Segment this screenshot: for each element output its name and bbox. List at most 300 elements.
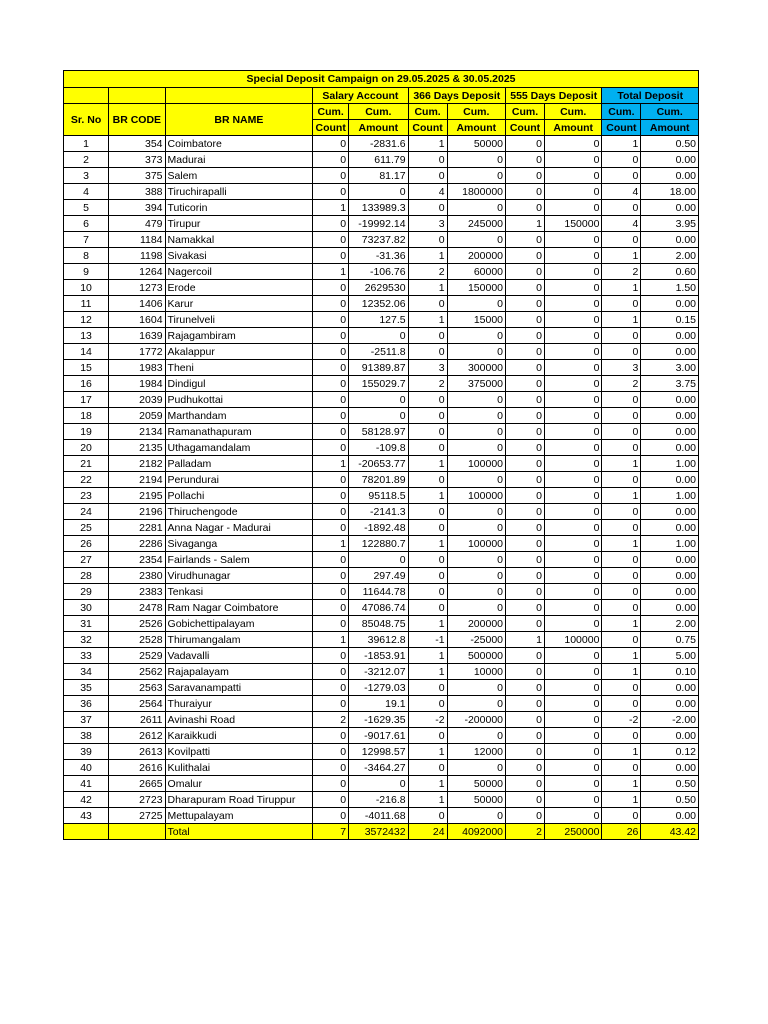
sr-no-cell: 7 (64, 232, 109, 248)
sr-no-cell: 15 (64, 360, 109, 376)
d555-amount-cell: 0 (544, 584, 601, 600)
total-amount-cell: 18.00 (641, 184, 699, 200)
br-code-cell: 1406 (109, 296, 165, 312)
br-name-cell: Karur (165, 296, 313, 312)
table-row (64, 392, 699, 408)
total-count-cell: 0 (602, 168, 641, 184)
salary-count-cell: 0 (313, 568, 349, 584)
d555-count-cell: 0 (506, 584, 545, 600)
d555-cum-label: Cum. (506, 104, 545, 120)
total-amount-cell: 0.00 (641, 344, 699, 360)
salary-count-cell: 0 (313, 136, 349, 152)
total-count-cell: 1 (602, 280, 641, 296)
total-amount-cell: 1.50 (641, 280, 699, 296)
d366-amount-cell: 0 (447, 328, 505, 344)
table-row (64, 776, 699, 792)
total-amount-cell: 0.00 (641, 424, 699, 440)
table-row (64, 168, 699, 184)
total-count-cell: 0 (602, 392, 641, 408)
total-amount-cell: 0.00 (641, 552, 699, 568)
salary-amount-cell: 78201.89 (349, 472, 408, 488)
salary-amount-cell: 19.1 (349, 696, 408, 712)
sr-no-cell: 26 (64, 536, 109, 552)
table-row (64, 568, 699, 584)
d555-count-cell: 0 (506, 568, 545, 584)
d366-amount-cell: 0 (447, 568, 505, 584)
br-code-cell: 2616 (109, 760, 165, 776)
d555-amount-cell: 0 (544, 504, 601, 520)
d555-amount-cell: 0 (544, 552, 601, 568)
salary-amount-cell: -3212.07 (349, 664, 408, 680)
d366-amount-cell: 0 (447, 296, 505, 312)
table-row (64, 504, 699, 520)
total-count-cell: 1 (602, 744, 641, 760)
br-name-cell: Pudhukottai (165, 392, 313, 408)
d555-count-cell: 0 (506, 184, 545, 200)
table-row (64, 712, 699, 728)
d555-count-cell: 0 (506, 712, 545, 728)
table-row (64, 680, 699, 696)
br-code-cell: 1198 (109, 248, 165, 264)
total-count-cell: 1 (602, 616, 641, 632)
d366-count-cell: 0 (408, 472, 447, 488)
br-name-cell: Salem (165, 168, 313, 184)
d366-amount-cell: 0 (447, 168, 505, 184)
d366-amount-cell: 300000 (447, 360, 505, 376)
d555-count-cell: 0 (506, 248, 545, 264)
total-amount-cell: 43.42 (641, 824, 699, 840)
sr-no-cell: 11 (64, 296, 109, 312)
br-name-cell: Dindigul (165, 376, 313, 392)
d555-amount-cell: 0 (544, 344, 601, 360)
br-name-cell: Nagercoil (165, 264, 313, 280)
br-code-cell: 2611 (109, 712, 165, 728)
br-name-cell: Rajapalayam (165, 664, 313, 680)
d366-count-cell: 0 (408, 344, 447, 360)
table-row (64, 584, 699, 600)
br-name-cell: Marthandam (165, 408, 313, 424)
salary-amount-cell: -1629.35 (349, 712, 408, 728)
d555-cum-label-2: Cum. (544, 104, 601, 120)
d366-count-cell: 2 (408, 264, 447, 280)
sr-header-cell (64, 88, 109, 104)
total-amount-cell: 0.00 (641, 568, 699, 584)
sr-no-cell: 10 (64, 280, 109, 296)
salary-cum-label: Cum. (313, 104, 349, 120)
total-amount-cell: 0.00 (641, 728, 699, 744)
total-count-cell: 4 (602, 184, 641, 200)
total-count-cell: 0 (602, 344, 641, 360)
salary-count-cell: 0 (313, 760, 349, 776)
d555-amount-cell: 0 (544, 616, 601, 632)
salary-count-cell: 0 (313, 392, 349, 408)
salary-count-cell: 0 (313, 792, 349, 808)
br-name-cell: Namakkal (165, 232, 313, 248)
salary-amount-cell: 47086.74 (349, 600, 408, 616)
sr-no-cell: 31 (64, 616, 109, 632)
d366-count-cell: 0 (408, 440, 447, 456)
total-count-cell: 0 (602, 408, 641, 424)
d366-amount-cell: 200000 (447, 248, 505, 264)
total-amount-cell: 0.00 (641, 168, 699, 184)
br-name-cell: Thuraiyur (165, 696, 313, 712)
total-count-cell: 4 (602, 216, 641, 232)
salary-amount-cell: 12998.57 (349, 744, 408, 760)
total-count-cell: 1 (602, 456, 641, 472)
d366-amount-cell: 100000 (447, 536, 505, 552)
salary-amount-cell: -3464.27 (349, 760, 408, 776)
d555-count-cell: 0 (506, 488, 545, 504)
total-count-cell: 0 (602, 440, 641, 456)
total-amount-cell: 2.00 (641, 248, 699, 264)
br-code-cell: 1772 (109, 344, 165, 360)
br-code-cell: 2281 (109, 520, 165, 536)
d366-amount-cell: 375000 (447, 376, 505, 392)
d555-amount-cell: 0 (544, 200, 601, 216)
br-code-cell: 2564 (109, 696, 165, 712)
salary-count-cell: 0 (313, 312, 349, 328)
total-count-cell: 0 (602, 632, 641, 648)
br-name-cell: Tenkasi (165, 584, 313, 600)
br-name-cell: Coimbatore (165, 136, 313, 152)
salary-count-cell: 1 (313, 456, 349, 472)
salary-amount-cell: 0 (349, 184, 408, 200)
salary-amount-cell: -106.76 (349, 264, 408, 280)
d366-amount-cell: 100000 (447, 456, 505, 472)
salary-cum-label-2: Cum. (349, 104, 408, 120)
total-amount-cell: 0.50 (641, 136, 699, 152)
total-amount-cell: 0.15 (641, 312, 699, 328)
d555-count-cell: 0 (506, 440, 545, 456)
salary-amount-cell: 3572432 (349, 824, 408, 840)
table-row (64, 728, 699, 744)
d555-amount-cell: 0 (544, 360, 601, 376)
d366-count-cell: 0 (408, 808, 447, 824)
d555-amount-cell: 0 (544, 760, 601, 776)
total-amount-cell: 0.00 (641, 584, 699, 600)
d366-count-cell: 24 (408, 824, 447, 840)
salary-count-cell: 0 (313, 584, 349, 600)
table-row (64, 328, 699, 344)
total-amount-cell: 1.00 (641, 536, 699, 552)
d366-count-cell: 0 (408, 552, 447, 568)
salary-amount-cell: 155029.7 (349, 376, 408, 392)
br-code-cell: 1639 (109, 328, 165, 344)
sr-no-cell: 42 (64, 792, 109, 808)
total-amount-cell: 0.12 (641, 744, 699, 760)
salary-count-label: Count (313, 120, 349, 136)
salary-amount-cell: 95118.5 (349, 488, 408, 504)
d366-amount-cell: 0 (447, 760, 505, 776)
salary-amount-cell: -19992.14 (349, 216, 408, 232)
total-count-cell: 0 (602, 680, 641, 696)
d555-amount-cell: 0 (544, 424, 601, 440)
total-count-cell: 1 (602, 792, 641, 808)
d366-amount-cell: 0 (447, 424, 505, 440)
total-amount-cell: 0.00 (641, 440, 699, 456)
total-count-cell: 26 (602, 824, 641, 840)
total-amount-cell: 3.00 (641, 360, 699, 376)
sr-no-cell: 37 (64, 712, 109, 728)
d555-count-cell: 0 (506, 520, 545, 536)
br-name-cell: Palladam (165, 456, 313, 472)
total-amount-cell: 0.60 (641, 264, 699, 280)
br-code-cell: 2194 (109, 472, 165, 488)
br-name-cell: Tiruchirapalli (165, 184, 313, 200)
table-row (64, 808, 699, 824)
d555-amount-cell: 0 (544, 440, 601, 456)
sr-no-cell: 6 (64, 216, 109, 232)
salary-count-cell: 0 (313, 664, 349, 680)
d366-amount-cell: 0 (447, 696, 505, 712)
br-code-cell: 1983 (109, 360, 165, 376)
d555-amount-cell: 0 (544, 312, 601, 328)
d555-count-cell: 0 (506, 408, 545, 424)
d555-amount-cell: 0 (544, 248, 601, 264)
d555-count-cell: 0 (506, 680, 545, 696)
br-code-cell: 1264 (109, 264, 165, 280)
sr-no-cell: 8 (64, 248, 109, 264)
salary-amount-cell: -2511.8 (349, 344, 408, 360)
salary-count-cell: 0 (313, 216, 349, 232)
sr-no-cell: 13 (64, 328, 109, 344)
br-name-cell: Tirupur (165, 216, 313, 232)
salary-amount-cell: -1279.03 (349, 680, 408, 696)
total-count-cell: 0 (602, 472, 641, 488)
sr-no-cell: 24 (64, 504, 109, 520)
salary-count-cell: 0 (313, 696, 349, 712)
table-row (64, 136, 699, 152)
total-count-cell: 0 (602, 296, 641, 312)
br-code-cell: 2665 (109, 776, 165, 792)
d366-amount-cell: 0 (447, 600, 505, 616)
br-code-cell: 2196 (109, 504, 165, 520)
total-count-cell: 0 (602, 424, 641, 440)
d366-amount-cell: 0 (447, 152, 505, 168)
d555-count-cell: 0 (506, 664, 545, 680)
salary-amount-cell: 133989.3 (349, 200, 408, 216)
salary-amount-cell: -2141.3 (349, 504, 408, 520)
d366-amount-cell: 0 (447, 392, 505, 408)
salary-count-cell: 0 (313, 248, 349, 264)
br-name-cell: Ram Nagar Coimbatore (165, 600, 313, 616)
br-name-cell: Mettupalayam (165, 808, 313, 824)
total-amount-cell: 0.00 (641, 152, 699, 168)
salary-count-cell: 1 (313, 200, 349, 216)
total-count-cell: 0 (602, 152, 641, 168)
br-code-cell: 373 (109, 152, 165, 168)
d555-amount-cell: 0 (544, 664, 601, 680)
br-name-cell: Ramanathapuram (165, 424, 313, 440)
title-row (64, 71, 699, 88)
d555-count-cell: 0 (506, 296, 545, 312)
d555-count-cell: 0 (506, 376, 545, 392)
br-code-cell: 1984 (109, 376, 165, 392)
sr-no-cell: 36 (64, 696, 109, 712)
d555-count-cell: 0 (506, 504, 545, 520)
d366-count-cell: 1 (408, 456, 447, 472)
br-code-cell: 2383 (109, 584, 165, 600)
salary-amount-cell: 0 (349, 408, 408, 424)
br-code-cell: 2612 (109, 728, 165, 744)
d366-amount-cell: 0 (447, 504, 505, 520)
br-code-cell: 2039 (109, 392, 165, 408)
d366-count-cell: 0 (408, 152, 447, 168)
sr-no-cell: 28 (64, 568, 109, 584)
br-code-cell: 1604 (109, 312, 165, 328)
d555-amount-cell: 0 (544, 488, 601, 504)
d366-amount-cell: 0 (447, 472, 505, 488)
br-code-cell: 375 (109, 168, 165, 184)
sr-no-cell: 27 (64, 552, 109, 568)
total-count-cell: 0 (602, 584, 641, 600)
table-row (64, 280, 699, 296)
salary-amount-cell: -4011.68 (349, 808, 408, 824)
code-header-cell (109, 88, 165, 104)
total-amount-cell: 0.00 (641, 600, 699, 616)
br-code-cell: 2134 (109, 424, 165, 440)
br-name-cell: Sivaganga (165, 536, 313, 552)
salary-amount-cell: 12352.06 (349, 296, 408, 312)
br-code-cell: 354 (109, 136, 165, 152)
br-name-cell: Tuticorin (165, 200, 313, 216)
d555-count-cell: 0 (506, 552, 545, 568)
d366-amount-cell: 200000 (447, 616, 505, 632)
salary-amount-cell: -9017.61 (349, 728, 408, 744)
br-code-cell: 2562 (109, 664, 165, 680)
total-amount-cell: 0.00 (641, 408, 699, 424)
sr-no-cell: 41 (64, 776, 109, 792)
salary-amount-cell: -20653.77 (349, 456, 408, 472)
br-name-cell: Theni (165, 360, 313, 376)
salary-amount-cell: 297.49 (349, 568, 408, 584)
d366-amount-cell: 0 (447, 584, 505, 600)
d366-amount-cell: 500000 (447, 648, 505, 664)
d366-count-cell: 0 (408, 504, 447, 520)
d366-count-cell: 0 (408, 392, 447, 408)
br-code-cell: 2354 (109, 552, 165, 568)
sr-no-cell: 23 (64, 488, 109, 504)
table-row (64, 792, 699, 808)
d366-amount-cell: 0 (447, 200, 505, 216)
d555-count-cell: 0 (506, 472, 545, 488)
salary-amount-cell: 91389.87 (349, 360, 408, 376)
d366-count-cell: 3 (408, 216, 447, 232)
sr-no-cell: 16 (64, 376, 109, 392)
br-name-cell: Thirumangalam (165, 632, 313, 648)
d555-amount-cell: 0 (544, 136, 601, 152)
d555-amount-cell: 0 (544, 328, 601, 344)
d366-count-cell: 0 (408, 200, 447, 216)
table-row (64, 472, 699, 488)
salary-count-cell: 1 (313, 536, 349, 552)
d366-count-cell: 4 (408, 184, 447, 200)
d555-amount-cell: 0 (544, 168, 601, 184)
table-row (64, 408, 699, 424)
d366-amount-cell: 150000 (447, 280, 505, 296)
salary-count-cell: 0 (313, 344, 349, 360)
d555-amount-cell: 0 (544, 232, 601, 248)
table-row (64, 552, 699, 568)
d366-amount-cell: 0 (447, 408, 505, 424)
total-amount-cell: 0.00 (641, 200, 699, 216)
salary-amount-cell: 127.5 (349, 312, 408, 328)
total-count-cell: 1 (602, 648, 641, 664)
salary-count-cell: 0 (313, 408, 349, 424)
d366-amount-cell: 100000 (447, 488, 505, 504)
total-amount-cell: 0.00 (641, 296, 699, 312)
table-row (64, 232, 699, 248)
total-count-cell: 0 (602, 600, 641, 616)
table-row (64, 456, 699, 472)
br-name-cell: Uthagamandalam (165, 440, 313, 456)
salary-count-cell: 0 (313, 296, 349, 312)
br-name-cell: Kovilpatti (165, 744, 313, 760)
salary-amount-cell: 0 (349, 552, 408, 568)
br-name-cell: Rajagambiram (165, 328, 313, 344)
table-row (64, 344, 699, 360)
d555-amount-cell: 0 (544, 776, 601, 792)
table-row (64, 184, 699, 200)
sr-no-cell: 43 (64, 808, 109, 824)
br-code-cell: 388 (109, 184, 165, 200)
salary-amount-cell: -1892.48 (349, 520, 408, 536)
d555-amount-cell: 0 (544, 568, 601, 584)
salary-amount-cell: 73237.82 (349, 232, 408, 248)
total-count-cell: 1 (602, 312, 641, 328)
br-code-cell (109, 824, 165, 840)
br-code-cell: 2723 (109, 792, 165, 808)
salary-count-cell: 0 (313, 376, 349, 392)
total-count-cell: 0 (602, 568, 641, 584)
d366-amount-cell: 1800000 (447, 184, 505, 200)
salary-amount-label: Amount (349, 120, 408, 136)
br-name-cell: Anna Nagar - Madurai (165, 520, 313, 536)
d555-amount-cell: 0 (544, 520, 601, 536)
d555-amount-cell: 0 (544, 408, 601, 424)
total-count-cell: 1 (602, 488, 641, 504)
total-count-cell: 3 (602, 360, 641, 376)
d366-count-cell: 1 (408, 664, 447, 680)
sr-no-cell: 40 (64, 760, 109, 776)
d366-amount-cell: 0 (447, 440, 505, 456)
d555-count-cell: 0 (506, 456, 545, 472)
group-header-row (64, 88, 699, 104)
salary-amount-cell: 611.79 (349, 152, 408, 168)
sr-no-cell: 35 (64, 680, 109, 696)
total-count-cell: 0 (602, 504, 641, 520)
salary-count-cell: 1 (313, 264, 349, 280)
sheet-title: Special Deposit Campaign on 29.05.2025 & 30.05.2025 (64, 71, 699, 88)
d366-amount-cell: 4092000 (447, 824, 505, 840)
sr-no-cell: 39 (64, 744, 109, 760)
br-name-cell: Sivakasi (165, 248, 313, 264)
d555-amount-cell: 0 (544, 696, 601, 712)
d555-amount-cell: 0 (544, 808, 601, 824)
d555-count-cell: 0 (506, 616, 545, 632)
d366-count-cell: 1 (408, 280, 447, 296)
br-name-cell: Thiruchengode (165, 504, 313, 520)
sr-no-cell: 2 (64, 152, 109, 168)
table-row (64, 312, 699, 328)
d366-count-cell: 0 (408, 328, 447, 344)
sr-no-cell: 34 (64, 664, 109, 680)
d555-count-cell: 0 (506, 744, 545, 760)
d555-count-cell: 0 (506, 600, 545, 616)
total-count-cell: 1 (602, 776, 641, 792)
table-row (64, 600, 699, 616)
sr-no-cell: 32 (64, 632, 109, 648)
